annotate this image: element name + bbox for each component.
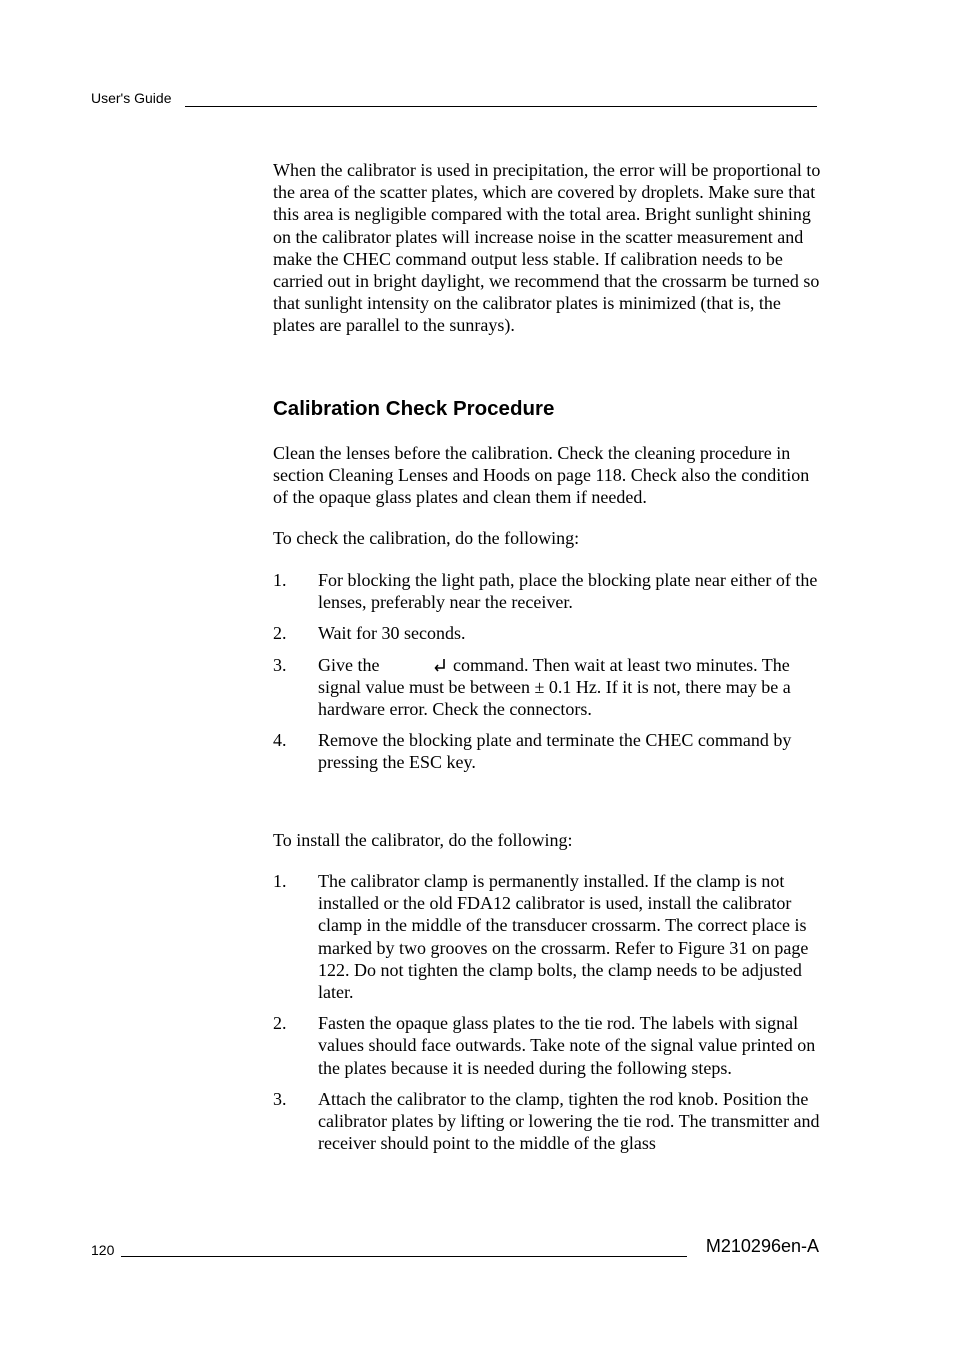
step-text-pre: Give the [318, 654, 380, 675]
list-item [273, 729, 821, 773]
step-text: For blocking the light path, place the blocking plate near either of the lenses, preferably near the receiver. [318, 570, 818, 613]
section-heading: Calibration Check Procedure [273, 397, 555, 420]
install-intro-paragraph: To install the calibrator, do the following: [273, 830, 573, 850]
step-number: 1. [273, 570, 287, 590]
list-item [273, 569, 821, 613]
step-text: Attach the calibrator to the clamp, tighten the rod knob. Position the calibrator plates by lifting or lowering the tie rod. The transmitter and receiver should point to the middle of the glass [318, 1088, 820, 1154]
step-text: The calibrator clamp is permanently installed. If the clamp is not installed or the old FDA12 calibrator is used, install the calibrator clamp in the middle of the transducer crossarm. The correct place is marked by two grooves on the crossarm. Refer to Figure 31 on page 122. Do not tighten the clamp bolts, the clamp needs to be adjusted later. [318, 871, 809, 1003]
page-number: 120 [91, 1242, 115, 1258]
intro-paragraph: When the calibrator is used in precipitation, the error will be proportional to the area of the scatter plates, which are covered by droplets. Make sure that this area is negligible compared with the total area. Bright sunlight shining on the calibrator plates will increase noise in the scatter measurement and make the CHEC command output less stable. If calibration needs to be carried out in bright daylight, we recommend that the crossarm be turned so that sunlight intensity on the calibrator plates is minimized (that is, the plates are parallel to the sunrays). [273, 160, 821, 336]
cleaning-paragraph: Clean the lenses before the calibration. Check the cleaning procedure in section Cleaning Lenses and Hoods on page 118. Check also the condition of the opaque glass plates and clean them if needed. [273, 443, 810, 508]
step-number: 1. [273, 871, 287, 891]
document-code: M210296en-A [705, 1236, 819, 1256]
step-text: Remove the blocking plate and terminate the CHEC command by pressing the ESC key. [318, 730, 792, 773]
calibrator-install-steps [273, 870, 821, 1154]
step-number: 2. [273, 623, 287, 644]
header-title: User's Guide [91, 90, 175, 106]
footer-rule [121, 1256, 687, 1257]
check-intro-paragraph: To check the calibration, do the following: [273, 528, 580, 548]
page-header [91, 90, 817, 110]
step-number: 3. [273, 654, 287, 675]
step-text: Wait for 30 seconds. [318, 623, 466, 644]
list-item [273, 622, 821, 644]
step-number: 2. [273, 1013, 287, 1034]
list-item [273, 1088, 821, 1155]
step-number: 4. [273, 730, 287, 751]
calibration-check-steps [273, 569, 821, 774]
page-footer [91, 1236, 819, 1260]
list-item [273, 1012, 821, 1079]
list-item [273, 870, 821, 1003]
header-rule [185, 106, 817, 107]
step-text-post: command. Then wait at least two minutes. The signal value must be between ± 0.1 Hz. If it is not, there may be a hardware error. Check the connectors. [318, 654, 791, 720]
enter-key-icon [434, 658, 446, 672]
step-text: Fasten the opaque glass plates to the tie rod. The labels with signal values should face outwards. Take note of the signal value printed on the plates because it is needed during the following steps. [318, 1013, 816, 1078]
step-number: 3. [273, 1088, 287, 1109]
list-item [273, 654, 821, 721]
